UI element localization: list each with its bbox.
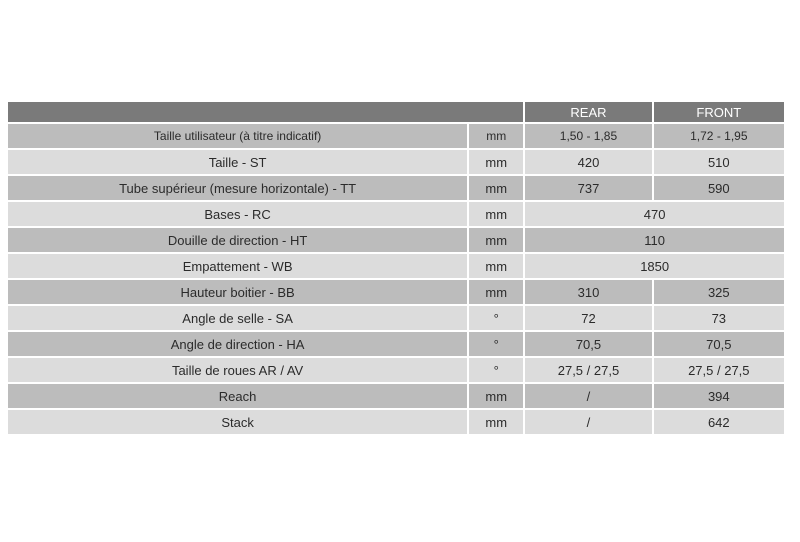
row-unit: mm <box>469 254 523 278</box>
geometry-table <box>6 100 786 436</box>
header-blank-cell <box>8 102 523 122</box>
row-rear-value: 1,50 - 1,85 <box>525 124 651 148</box>
table-row <box>8 384 784 408</box>
table-row <box>8 332 784 356</box>
row-rear-value: / <box>525 410 651 434</box>
row-rear-value: 70,5 <box>525 332 651 356</box>
row-unit: mm <box>469 228 523 252</box>
table-row <box>8 410 784 434</box>
header-front: FRONT <box>654 102 784 122</box>
row-unit: mm <box>469 202 523 226</box>
row-front-value: 642 <box>654 410 784 434</box>
row-label: Reach <box>8 384 467 408</box>
row-front-value: 394 <box>654 384 784 408</box>
row-rear-value: 27,5 / 27,5 <box>525 358 651 382</box>
row-shared-value: 470 <box>525 202 784 226</box>
row-unit: mm <box>469 410 523 434</box>
header-rear: REAR <box>525 102 651 122</box>
row-label: Taille - ST <box>8 150 467 174</box>
row-front-value: 70,5 <box>654 332 784 356</box>
row-front-value: 1,72 - 1,95 <box>654 124 784 148</box>
row-label: Angle de direction - HA <box>8 332 467 356</box>
row-front-value: 325 <box>654 280 784 304</box>
row-front-value: 590 <box>654 176 784 200</box>
row-label: Empattement - WB <box>8 254 467 278</box>
row-rear-value: 420 <box>525 150 651 174</box>
table-row <box>8 124 784 148</box>
row-label: Taille de roues AR / AV <box>8 358 467 382</box>
table-header-row <box>8 102 784 122</box>
row-front-value: 73 <box>654 306 784 330</box>
row-unit: mm <box>469 280 523 304</box>
row-rear-value: 72 <box>525 306 651 330</box>
row-label: Hauteur boitier - BB <box>8 280 467 304</box>
row-unit: mm <box>469 124 523 148</box>
row-unit: mm <box>469 176 523 200</box>
row-unit: mm <box>469 150 523 174</box>
table-row <box>8 254 784 278</box>
table-row <box>8 358 784 382</box>
row-rear-value: 310 <box>525 280 651 304</box>
row-shared-value: 1850 <box>525 254 784 278</box>
row-label: Tube supérieur (mesure horizontale) - TT <box>8 176 467 200</box>
row-front-value: 27,5 / 27,5 <box>654 358 784 382</box>
row-rear-value: 737 <box>525 176 651 200</box>
table-row <box>8 280 784 304</box>
row-rear-value: / <box>525 384 651 408</box>
table-row <box>8 176 784 200</box>
row-label: Bases - RC <box>8 202 467 226</box>
row-label: Angle de selle - SA <box>8 306 467 330</box>
table-row <box>8 150 784 174</box>
row-shared-value: 110 <box>525 228 784 252</box>
row-front-value: 510 <box>654 150 784 174</box>
table-row <box>8 306 784 330</box>
row-unit: ° <box>469 332 523 356</box>
table-row <box>8 202 784 226</box>
row-label: Stack <box>8 410 467 434</box>
table-row <box>8 228 784 252</box>
row-unit: mm <box>469 384 523 408</box>
row-unit: ° <box>469 358 523 382</box>
row-label: Taille utilisateur (à titre indicatif) <box>8 124 467 148</box>
row-unit: ° <box>469 306 523 330</box>
row-label: Douille de direction - HT <box>8 228 467 252</box>
